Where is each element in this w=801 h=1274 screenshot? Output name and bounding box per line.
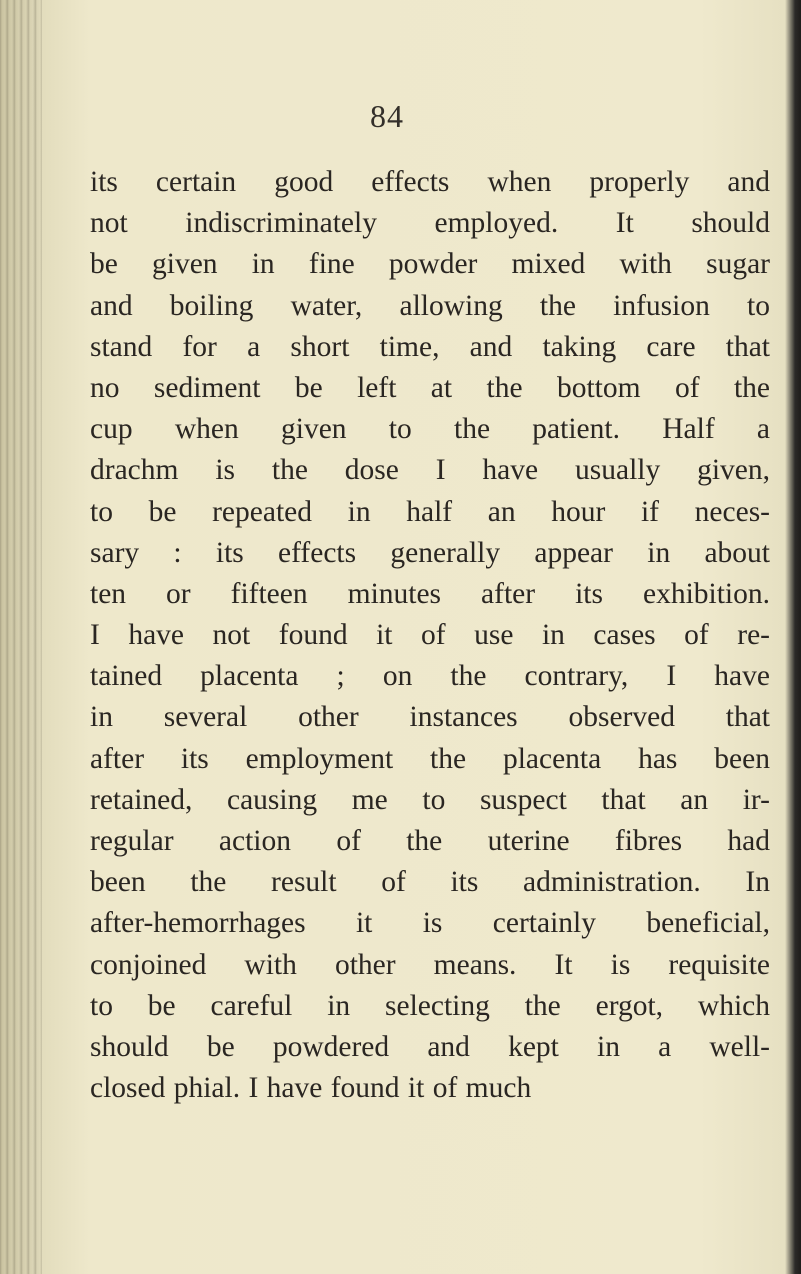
- text-line: after its employment the placenta has been: [90, 742, 770, 775]
- text-line: after-hemorrhages it is certainly beneficial,: [90, 907, 770, 940]
- text-line: its certain good effects when properly and: [90, 166, 770, 198]
- text-line: to be repeated in half an hour if neces-: [90, 495, 770, 528]
- text-line: sary : its effects generally appear in about: [90, 536, 770, 569]
- text-line: not indiscriminately employed. It should: [90, 207, 770, 240]
- text-line: conjoined with other means. It is requisite: [90, 948, 770, 981]
- text-line: tained placenta ; on the contrary, I have: [90, 660, 770, 693]
- text-line: no sediment be left at the bottom of the: [90, 371, 770, 404]
- text-line: been the result of its administration. In: [90, 866, 770, 899]
- text-line: I have not found it of use in cases of re-: [90, 619, 770, 652]
- text-line: retained, causing me to suspect that an ir-: [90, 783, 770, 816]
- text-line: drachm is the dose I have usually given,: [90, 454, 770, 487]
- text-line: be given in fine powder mixed with sugar: [90, 248, 770, 281]
- body-text: [90, 162, 770, 1109]
- page-binding-edge: [0, 0, 42, 1274]
- text-line: to be careful in selecting the ergot, which: [90, 989, 770, 1022]
- text-line: in several other instances observed that: [90, 701, 770, 734]
- text-line: cup when given to the patient. Half a: [90, 413, 770, 446]
- text-line: should be powdered and kept in a well-: [90, 1030, 770, 1063]
- text-line: closed phial. I have found it of much: [90, 1072, 532, 1105]
- page-number: 84: [370, 98, 404, 134]
- text-line: ten or fifteen minutes after its exhibition.: [90, 577, 770, 610]
- text-line: and boiling water, allowing the infusion to: [90, 289, 770, 322]
- text-line: regular action of the uterine fibres had: [90, 825, 770, 857]
- text-line: stand for a short time, and taking care that: [90, 330, 770, 363]
